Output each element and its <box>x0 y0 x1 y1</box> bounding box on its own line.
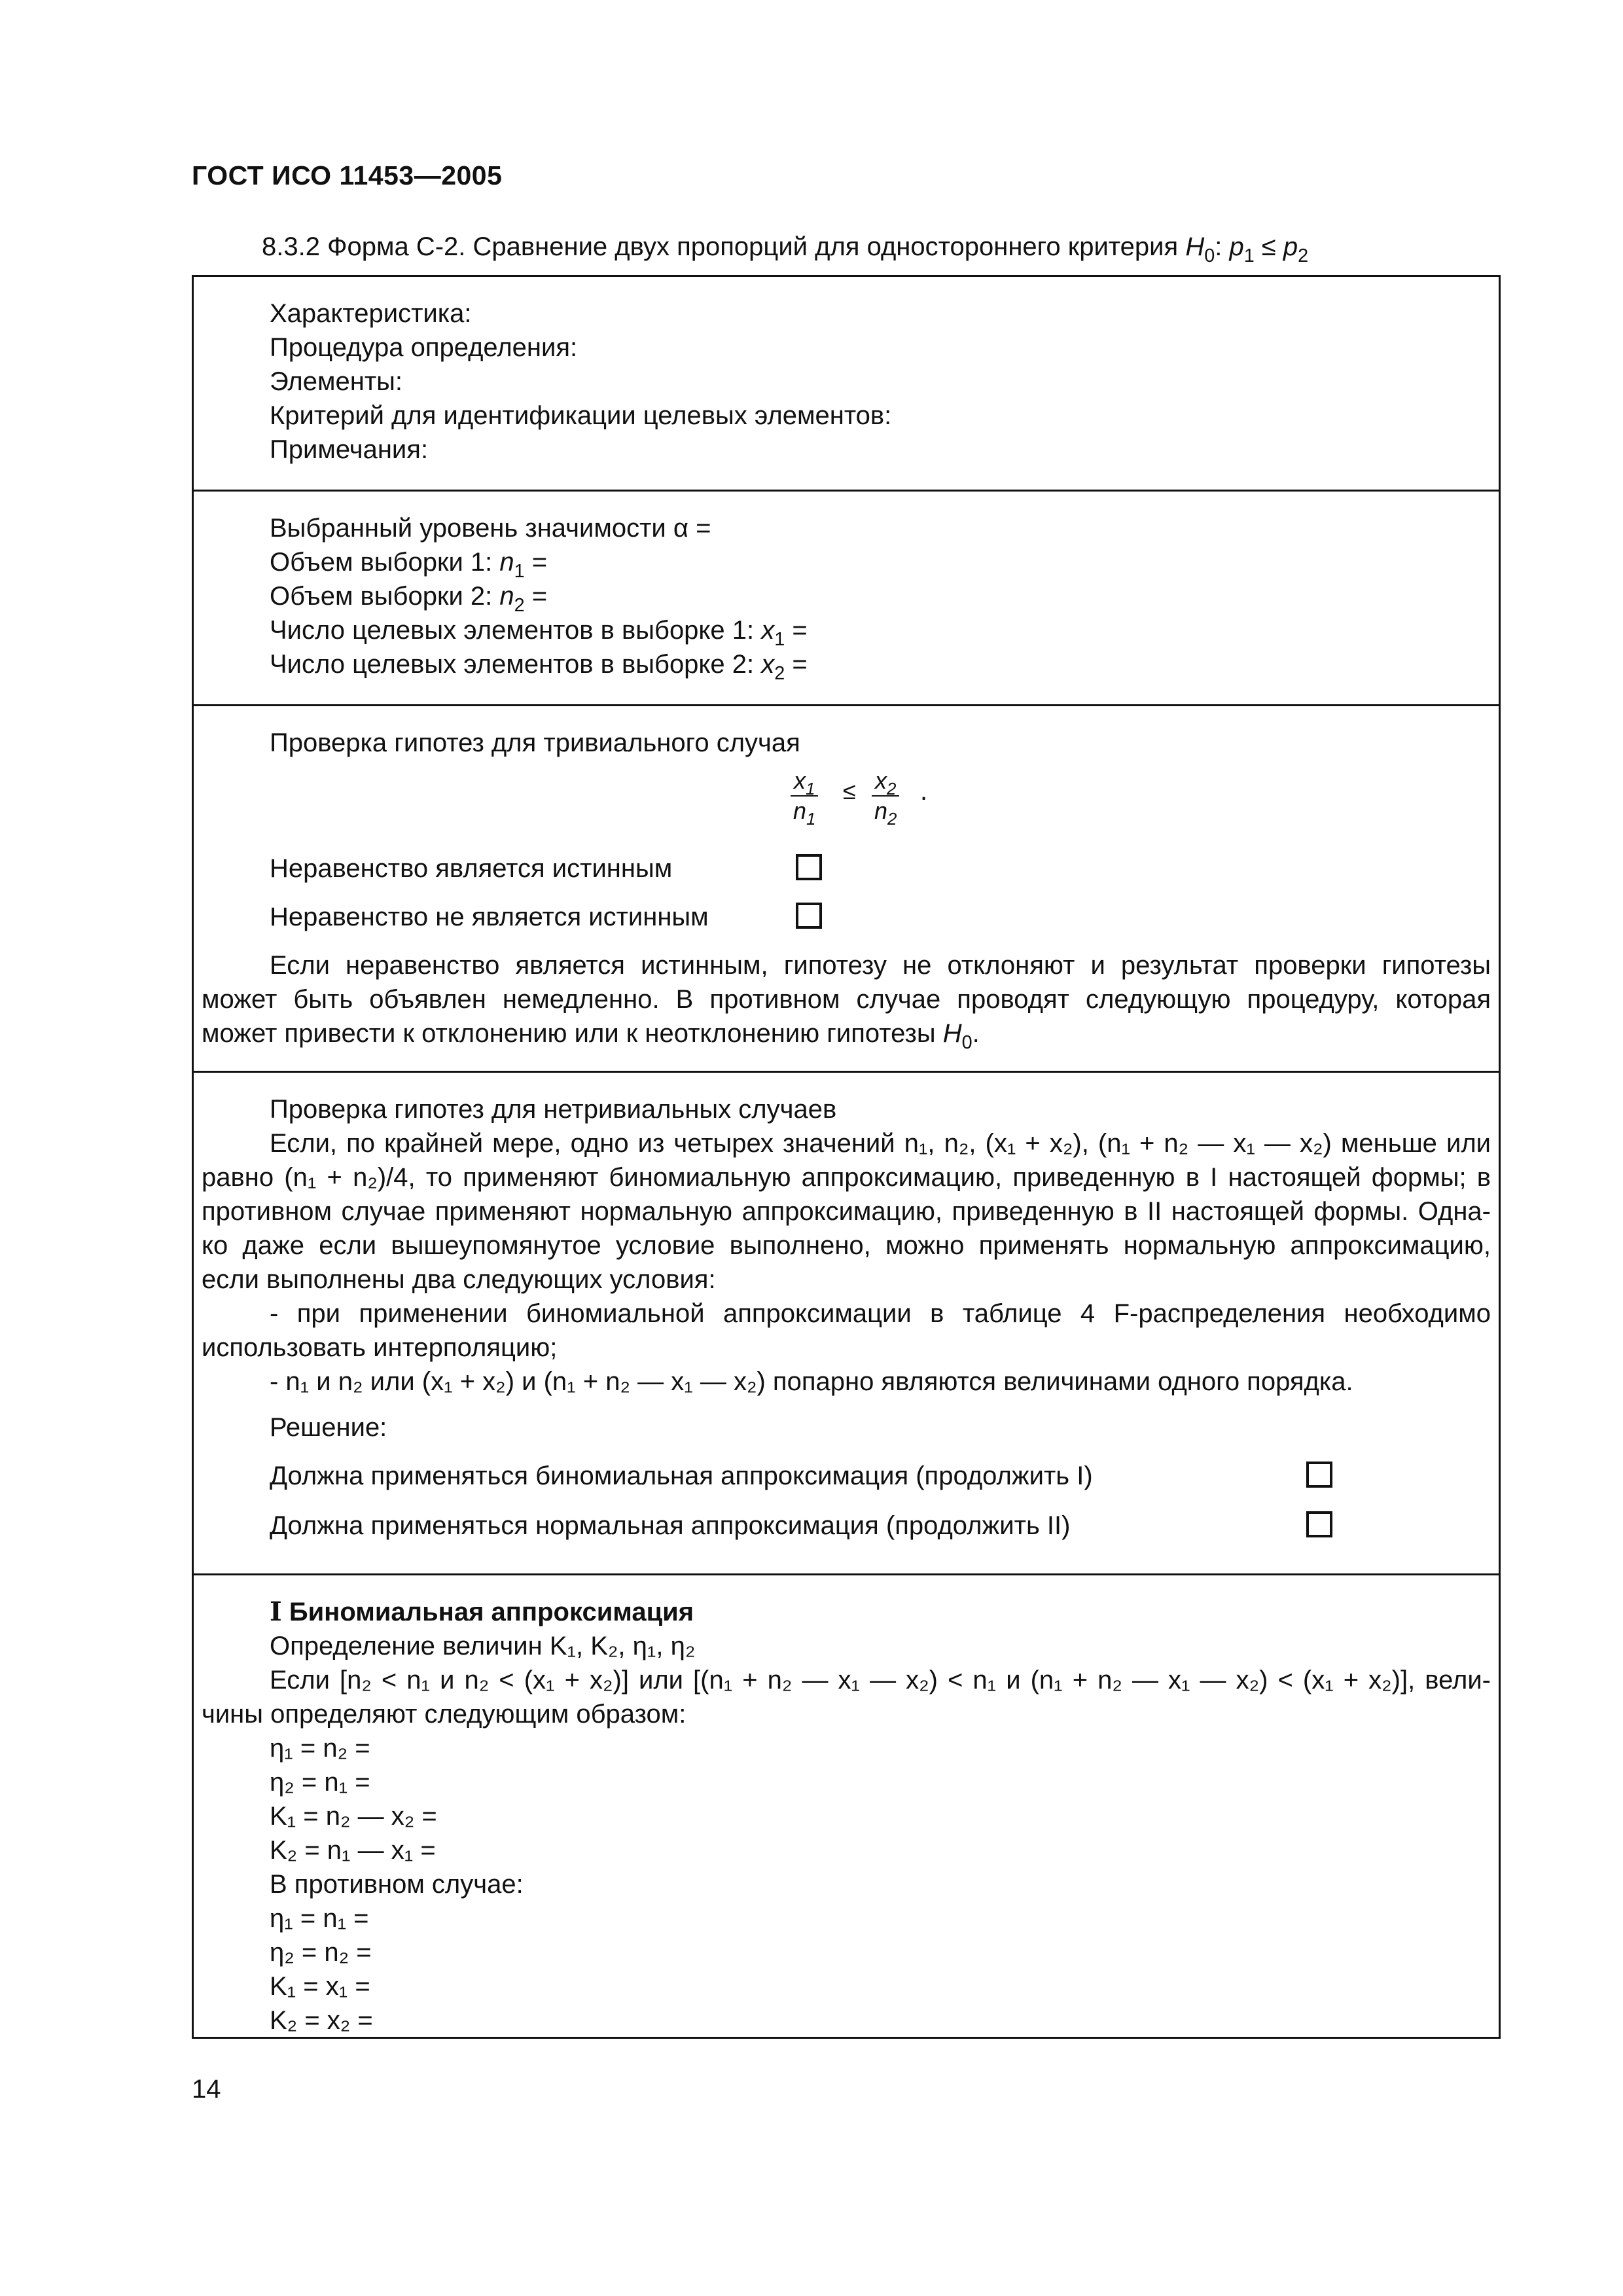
subtitle-p2-sub: 2 <box>1298 245 1309 267</box>
binomial-option-label: Должна применяться биномиальная аппроксимация (продолжить I) <box>270 1462 1093 1490</box>
binomial-title-text: Биномиальная аппроксимация <box>281 1598 694 1626</box>
case1-k1: K₁ = n₂ — x₂ = <box>270 1802 437 1831</box>
n2-label: Объем выборки 2: <box>270 582 500 611</box>
frac-left-den: n <box>793 797 807 824</box>
section-trivial-case <box>194 706 1499 1073</box>
x2-eq: = <box>785 650 808 679</box>
case2-eta2: η₂ = n₂ = <box>270 1938 372 1967</box>
subtitle-h0-sub: 0 <box>1204 245 1215 267</box>
section-nontrivial-cases <box>194 1073 1499 1575</box>
x1-symbol: x <box>761 616 775 645</box>
x2-label: Число целевых элементов в выборке 2: <box>270 650 762 679</box>
normal-checkbox[interactable] <box>1306 1511 1332 1537</box>
section-binomial-approximation <box>194 1575 1499 2041</box>
trivial-h0: H <box>942 1019 962 1048</box>
normal-option-label: Должна применяться нормальная аппроксимация (продолжить II) <box>270 1511 1071 1540</box>
subtitle-colon: : <box>1215 232 1230 261</box>
frac-right-den-sub: 2 <box>887 810 897 829</box>
condition-line2: чины определяют следующим образом: <box>202 1700 687 1729</box>
trivial-para-line3 <box>202 1016 980 1054</box>
decision-label: Решение: <box>270 1413 387 1442</box>
case1-eta2: η₂ = n₁ = <box>270 1768 370 1797</box>
trivial-para-line3-end: . <box>972 1019 980 1048</box>
x1-line <box>270 613 808 651</box>
case1-k2: K₂ = n₁ — x₁ = <box>270 1836 436 1865</box>
alpha-label: Выбранный уровень значимости α = <box>270 514 711 543</box>
trivial-title: Проверка гипотез для тривиального случая <box>270 728 800 757</box>
x1-label: Число целевых элементов в выборке 1: <box>270 616 762 645</box>
n1-symbol: n <box>499 548 514 577</box>
fraction-right <box>872 766 899 829</box>
frac-right-num: x <box>875 767 887 794</box>
case2-eta1: η₁ = n₁ = <box>270 1904 369 1933</box>
n2-sub: 2 <box>514 595 525 617</box>
trivial-para-line3-prefix: может привести к отклонению или к неотклонению гипотезы <box>202 1019 936 1048</box>
trivial-h0-sub: 0 <box>961 1032 972 1054</box>
fraction-dot: . <box>920 777 928 806</box>
x1-eq: = <box>785 616 808 645</box>
case2-k1: K₁ = x₁ = <box>270 1972 370 2001</box>
case1-eta1: η₁ = n₂ = <box>270 1734 370 1763</box>
inequality-false-checkbox[interactable] <box>796 903 822 929</box>
nontrivial-line8: - n₁ и n₂ или (x₁ + x₂) и (n₁ + n₂ — x₁ — x₂) попарно являются величинами одного порядка. <box>270 1367 1353 1396</box>
inequality-true-checkbox[interactable] <box>796 854 822 880</box>
nontrivial-line5: если выполнены два следующих условия: <box>202 1265 716 1294</box>
binomial-checkbox[interactable] <box>1306 1462 1332 1488</box>
frac-left-den-sub: 1 <box>806 810 816 829</box>
subtitle-p1: p <box>1229 232 1244 261</box>
otherwise-label: В противном случае: <box>270 1870 524 1899</box>
nontrivial-title: Проверка гипотез для нетривиальных случаев <box>270 1095 837 1124</box>
criterion-label: Критерий для идентификации целевых элементов: <box>270 401 892 430</box>
n2-symbol: n <box>499 582 514 611</box>
frac-right-num-sub: 2 <box>887 780 897 799</box>
trivial-para-line1: Если неравенство является истинным, гипотезу не отклоняют и результат проверки гипотезы <box>270 951 1491 980</box>
subtitle-le: ≤ <box>1254 232 1283 261</box>
case2-k2: K₂ = x₂ = <box>270 2006 373 2035</box>
x2-line <box>270 647 808 685</box>
binomial-title <box>270 1595 694 1629</box>
section-sample-parameters <box>194 492 1499 706</box>
binomial-roman: I <box>270 1596 282 1627</box>
fraction-left <box>791 766 818 829</box>
n1-label: Объем выборки 1: <box>270 548 500 577</box>
n1-sub: 1 <box>514 561 525 583</box>
subtitle-p1-sub: 1 <box>1243 245 1255 267</box>
n2-line <box>270 579 548 617</box>
nontrivial-line3: противном случае применяют нормальную аппроксимацию, приведенную в II настоящей формы. Одна- <box>202 1197 1491 1226</box>
notes-label: Примечания: <box>270 435 429 464</box>
definition-line: Определение величин K₁, K₂, η₁, η₂ <box>270 1632 696 1660</box>
form-table <box>192 275 1501 2039</box>
x2-symbol: x <box>761 650 775 679</box>
x2-sub: 2 <box>774 663 785 685</box>
fraction-le-sign: ≤ <box>843 778 856 804</box>
section-characteristics <box>194 277 1499 492</box>
n1-line <box>270 545 548 583</box>
frac-right-den: n <box>874 797 888 824</box>
false-label: Неравенство не является истинным <box>270 903 709 931</box>
frac-left-num: x <box>794 767 806 794</box>
n1-eq: = <box>524 548 548 577</box>
document-header: ГОСТ ИСО 11453—2005 <box>192 160 503 190</box>
nontrivial-line4: ко даже если вышеупомянутое условие выполнено, можно применять нормальную аппроксимацию, <box>202 1231 1491 1260</box>
nontrivial-line2: равно (n₁ + n₂)/4, то применяют биномиальную аппроксимацию, приведенную в I настоящей формы; в <box>202 1163 1491 1192</box>
characteristic-label: Характеристика: <box>270 299 472 328</box>
true-label: Неравенство является истинным <box>270 854 673 883</box>
n2-eq: = <box>524 582 548 611</box>
elements-label: Элементы: <box>270 367 403 396</box>
procedure-label: Процедура определения: <box>270 333 578 362</box>
subtitle-p2: p <box>1283 232 1298 261</box>
nontrivial-line6: - при применении биномиальной аппроксимации в таблице 4 F-распределения необходимо <box>270 1299 1491 1328</box>
subtitle-h0: H <box>1185 232 1205 261</box>
page-number: 14 <box>192 2075 221 2104</box>
subtitle-prefix: 8.3.2 Форма С-2. Сравнение двух пропорций для одностороннего критерия <box>262 232 1179 261</box>
frac-left-num-sub: 1 <box>806 780 815 799</box>
nontrivial-line7: использовать интерполяцию; <box>202 1333 558 1362</box>
trivial-para-line2: может быть объявлен немедленно. В противном случае проводят следующую процедуру, которая <box>202 985 1491 1014</box>
condition-line1: Если [n₂ < n₁ и n₂ < (x₁ + x₂)] или [(n₁ + n₂ — x₁ — x₂) < n₁ и (n₁ + n₂ — x₁ — x₂) < (x₁ + x₂)], вели- <box>270 1666 1491 1695</box>
form-subtitle <box>262 232 1309 267</box>
x1-sub: 1 <box>774 629 785 651</box>
nontrivial-line1: Если, по крайней мере, одно из четырех значений n₁, n₂, (x₁ + x₂), (n₁ + n₂ — x₁ — x₂) меньше или <box>270 1129 1491 1158</box>
